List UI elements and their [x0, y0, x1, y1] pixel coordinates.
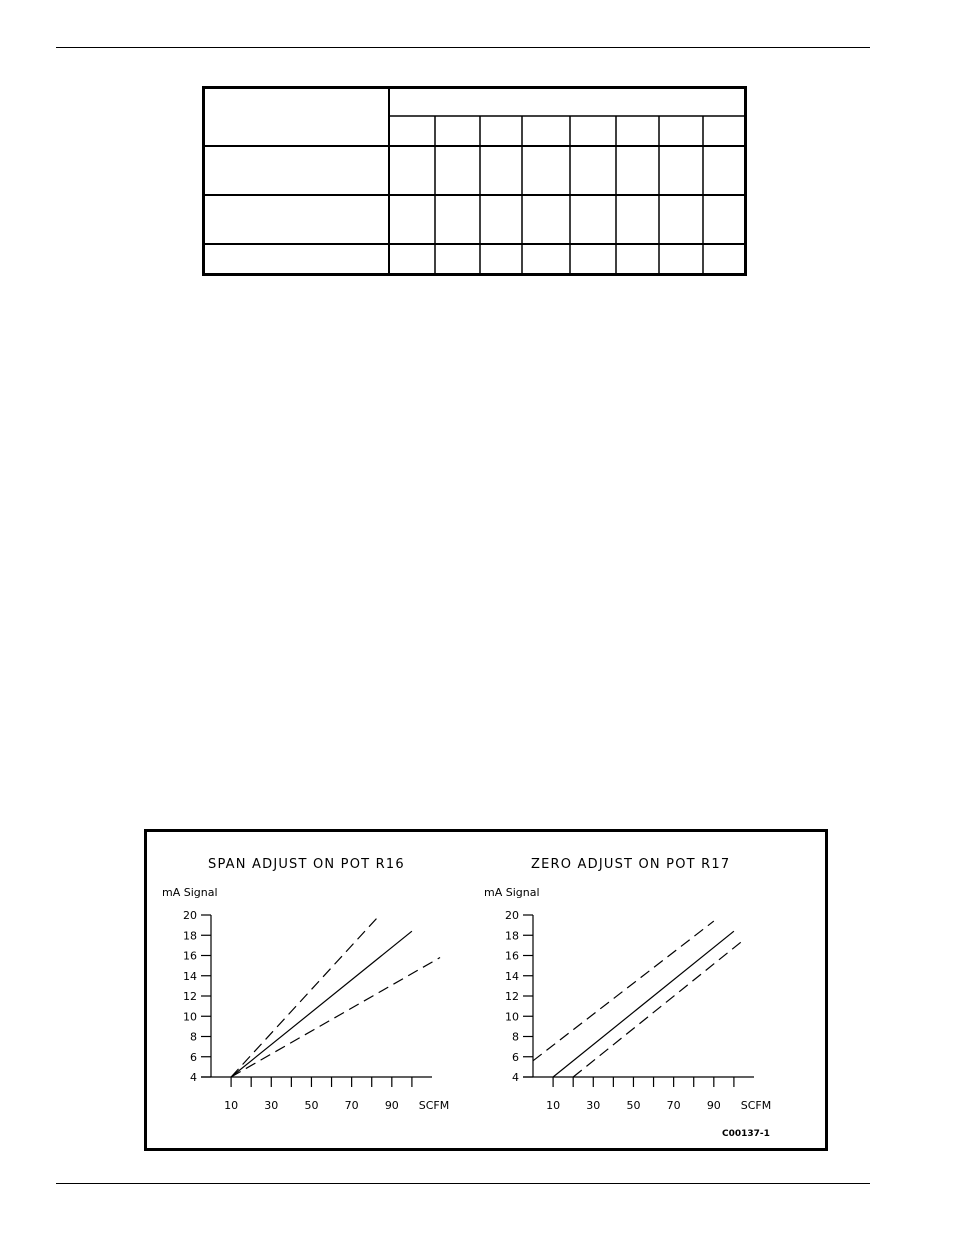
figure-id: C00137-1	[722, 1129, 770, 1139]
x-tick-label: 10	[546, 1099, 561, 1112]
y-tick-label: 4	[190, 1071, 197, 1084]
x-tick-label: 30	[586, 1099, 601, 1112]
y-tick-label: 14	[505, 969, 519, 983]
figure-svg	[144, 829, 828, 1151]
x-tick-label: 70	[666, 1099, 681, 1112]
spec-table	[202, 86, 747, 276]
y-tick-label: 10	[505, 1010, 519, 1024]
y-tick-label: 14	[183, 969, 197, 983]
x-tick-label: 50	[626, 1099, 641, 1112]
x-axis-label: SCFM	[418, 1099, 450, 1112]
x-tick-label: 90	[384, 1099, 399, 1112]
y-tick-label: 6	[190, 1050, 197, 1064]
y-tick-label: 4	[512, 1071, 519, 1084]
y-tick-label: 6	[512, 1050, 519, 1064]
zero-adjust-chart	[484, 857, 771, 1112]
header-rule	[56, 47, 870, 48]
series-line-dashed	[573, 941, 742, 1077]
y-tick-label: 18	[505, 929, 519, 943]
series-line-dashed	[231, 958, 440, 1077]
series-line-dashed	[231, 915, 380, 1077]
x-tick-label: 90	[706, 1099, 721, 1112]
series-line-dashed	[533, 921, 714, 1061]
y-tick-label: 16	[505, 949, 519, 963]
x-tick-label: 10	[224, 1099, 239, 1112]
y-tick-label: 20	[505, 909, 519, 922]
y-tick-label: 16	[183, 949, 197, 963]
y-axis-label: mA Signal	[484, 886, 540, 899]
span-adjust-chart	[162, 857, 449, 1112]
footer-rule	[56, 1183, 870, 1184]
y-axis-label: mA Signal	[162, 886, 218, 899]
y-tick-label: 18	[183, 929, 197, 943]
y-tick-label: 8	[190, 1030, 197, 1044]
spec-table-grid	[202, 86, 747, 276]
series-line-solid	[553, 931, 734, 1077]
y-tick-label: 12	[505, 990, 519, 1003]
x-axis-label: SCFM	[740, 1099, 772, 1112]
chart-title: SPAN ADJUST ON POT R16	[208, 857, 405, 872]
y-tick-label: 8	[512, 1030, 519, 1044]
x-tick-label: 30	[264, 1099, 279, 1112]
chart-title: ZERO ADJUST ON POT R17	[531, 857, 731, 872]
y-tick-label: 20	[183, 909, 197, 922]
series-line-solid	[231, 931, 412, 1077]
figure-border	[146, 831, 827, 1150]
figure-calibration-charts	[144, 829, 828, 1151]
x-tick-label: 50	[304, 1099, 319, 1112]
x-tick-label: 70	[344, 1099, 359, 1112]
y-tick-label: 12	[183, 990, 197, 1003]
y-tick-label: 10	[183, 1010, 197, 1024]
